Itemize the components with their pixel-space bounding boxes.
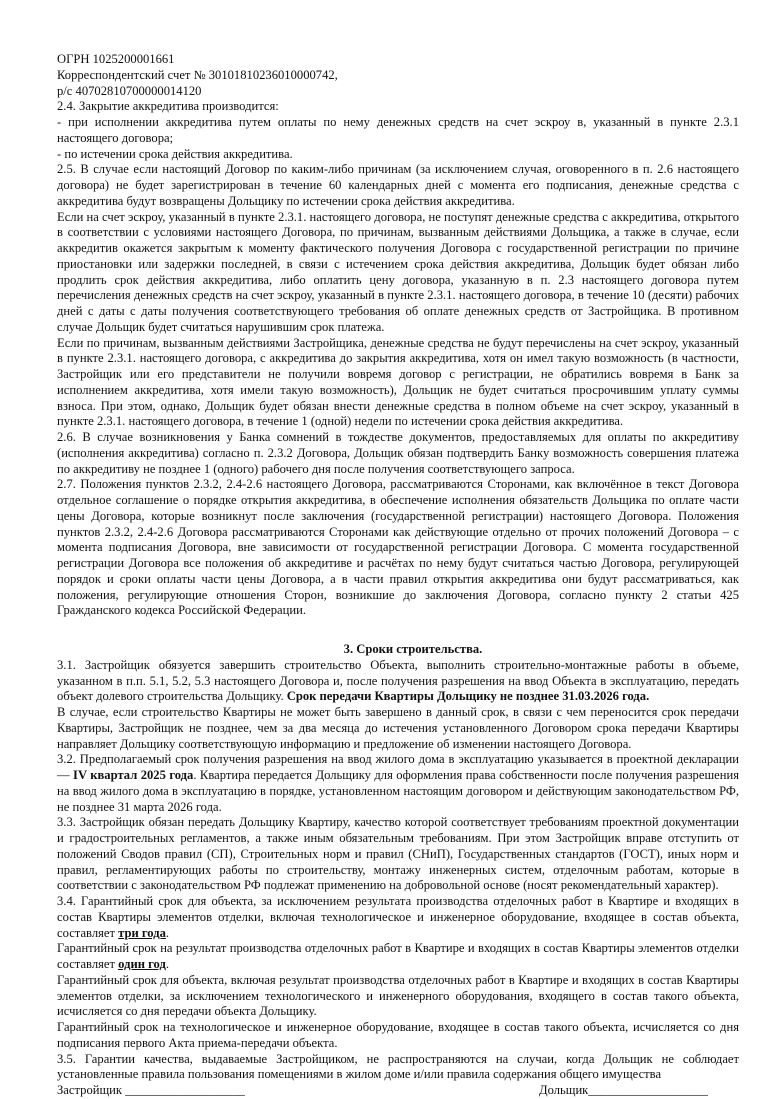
developer-signature: Застройщик ___________________ [57, 1083, 245, 1097]
clause-3-1-text: 3.1. Застройщик обязуется завершить строительство Объекта, выполнить строительно-монтажные работы в объеме, указанном в п.п. 5.1, 5.2, 5.3 настоящего Договора и, после получения разрешения на ввод Объекта в эксплуатацию, передать объект долевого строительства Дольщику. [57, 657, 739, 704]
period: . [165, 957, 169, 971]
clause-3-5: 3.5. Гарантии качества, выдаваемые Застройщиком, не распространяются на случаи, когда Дольщик не соблюдает установленные правила пользования помещениями в жилом доме и/или правила содержания общего имущества [57, 1051, 739, 1082]
clause-3-4-para-2 [57, 941, 739, 973]
clause-3-4-finish-text: Гарантийный срок на результат производства отделочных работ в Квартире и входящих в состав Квартиры элементов отделки составляет [57, 941, 739, 971]
clause-2-7: 2.7. Положения пунктов 2.3.2, 2.4-2.6 настоящего Договора, рассматриваются Сторонами, как включённое в текст Договора отдельное соглашение о порядке открытия аккредитива, в обеспечение исполнения обязательств Дольщика по оплате части цены Договора, которые возникнут после заключения (государственной регистрации) настоящего Договора. Положения пунктов 2.3.2, 2.4-2.6 Договора рассматриваются Сторонами как действующие отдельно от прочих положений Договора – с момента подписания Договора, вне зависимости от государственной регистрации Договора. С момента государственной регистрации Договора все положения об аккредитиве и расчётах по нему будут считаться частью Договора, регулирующей порядок и сроки оплаты части цены Договора, а в части правил открытия аккредитива они будут рассматриваться, как положения, регулирующие отношения Сторон, возникшие до заключения Договора, согласно пункту 2 статьи 425 Гражданского кодекса Российской Федерации. [57, 477, 739, 618]
clause-3-3: 3.3. Застройщик обязан передать Дольщику Квартиру, качество которой соответствует требованиям проектной документации и градостроительных регламентов, а также иным обязательным требованиям. При этом Застройщик вправе отступить от положений Сводов правил (СП), Строительных норм и правил (СНиП), Государственных стандартов (ГОСТ), иных норм и правил, регламентирующих работы по строительству, монтажу инженерных систем, отделочным работам, которые в соответствии с законодательством РФ подлежат применению на добровольной основе (носят рекомендательный характер). [57, 815, 739, 893]
clause-3-2-text-b: . Квартира передается Дольщику для оформления права собственности после получения разрешения на ввод жилого дома в эксплуатацию в порядке, установленном настоящим договором и действующим законодательством РФ, не позднее 31 марта 2026 года. [57, 768, 740, 814]
clause-3-4-text: 3.4. Гарантийный срок для объекта, за исключением результата производства отделочных работ в Квартире и входящих в состав Квартиры элементов отделки, включая технологическое и инженерное оборудование, входящее в состав объекта, составляет [57, 894, 739, 940]
clause-3-1-deadline: Срок передачи Квартиры Дольщику не позднее 31.03.2026 года. [286, 689, 650, 704]
settlement-account-line: р/с 40702810700000014120 [57, 83, 202, 98]
clause-3-2 [57, 752, 739, 815]
clause-2-5-para-3: Если по причинам, вызванным действиями Застройщика, денежные средства не будут перечислены на счет эскроу, указанный в пункте 2.3.1. настоящего договора, с аккредитива до закрытия аккредитива, хотя он имел такую возможность (в частности, Застройщик или его представители не получили вовремя договор с регистрации, не обратились вовремя в Банк за исполнением аккредитива, хотя имели такую возможность), Дольщик не будет считаться просрочившим уплату суммы взноса. При этом, однако, Дольщик будет обязан внести денежные средства в полном объеме на счет эскроу, указанный в пункте 2.3.1. настоящего договора, в течение 1 (одной) недели по истечении срока действия аккредитива. [57, 335, 739, 429]
clause-3-4-term: три года [118, 925, 166, 940]
clause-2-5-para-2: Если на счет эскроу, указанный в пункте 2.3.1. настоящего договора, не поступят денежные средства с аккредитива, открытого в соответствии с условиями настоящего Договора, по причинам, вызванным действиями Дольщика, а также в случае, если аккредитив окажется закрытым к моменту фактического получения Договора с государственной регистрации по причине приостановки или задержки последней, в связи с истечением срока действия аккредитива, Дольщик будет обязан либо продлить срок действия аккредитива, либо оплатить цену договора, указанную в п. 2.3 настоящего договора путем перечисления денежных средств на счет эскроу, указанный в пункте 2.3.1. настоящего договора, в течение 10 (десяти) рабочих дней с даты с даты получения соответствующего требования об оплате денежных средств от Застройщика. В противном случае Дольщик будет считаться нарушившим срок платежа. [57, 209, 739, 334]
clause-3-4-para-4: Гарантийный срок на технологическое и инженерное оборудование, входящее в состав такого объекта, исчисляется со дня подписания первого Акта приема-передачи объекта. [57, 1020, 739, 1050]
clause-2-4: 2.4. Закрытие аккредитива производится: [57, 99, 279, 114]
clause-2-4-item-2: - по истечении срока действия аккредитива. [57, 146, 293, 161]
clause-3-4-finish-term: один год [118, 957, 166, 971]
clause-3-4-para-3: Гарантийный срок для объекта, включая результат производства отделочных работ в Квартире и входящих в состав Квартиры элементов отделки, за исключением технологического и инженерного оборудования, входящего в состав такого объекта, исчисляется со дня передачи объекта Дольщику. [57, 972, 739, 1019]
corr-account-line: Корреспондентский счет № 30101810236010000742, [57, 67, 338, 82]
clause-3-2-quarter: IV квартал 2025 года [73, 768, 194, 782]
clause-2-4-item-1: - при исполнении аккредитива путем оплаты по нему денежных средств на счет эскроу в, указанный в пункте 2.3.1 настоящего договора; [57, 115, 739, 145]
clause-3-2-text-a: 3.2. Предполагаемый срок получения разрешения на ввод жилого дома в эксплуатацию указывается в проектной декларации — [57, 752, 739, 782]
clause-3-4 [57, 894, 739, 941]
period: . [165, 925, 170, 940]
section-3-title: 3. Сроки строительства. [343, 642, 483, 656]
clause-3-1-para-2: В случае, если строительство Квартиры не может быть завершено в данный срок, в связи с чем переносится срок передачи Квартиры, Застройщик не позднее, чем за два месяца до истечения установленного Договором срока передачи Квартиры направляет Дольщику соответствующую информацию и предложение об изменении настоящего Договора. [57, 705, 739, 751]
signature-row [57, 1083, 739, 1099]
clause-3-1 [57, 658, 739, 705]
ogrn-line: ОГРН 1025200001661 [57, 52, 175, 66]
document-page [57, 52, 739, 1099]
clause-2-5: 2.5. В случае если настоящий Договор по каким-либо причинам (за исключением случая, оговоренного в п. 2.6 настоящего договора) не будет зарегистрирован в течение 60 календарных дней с момента его подписания, денежные средства с аккредитива будут возвращены Дольщику по истечении срока действия аккредитива. [57, 162, 739, 208]
shareholder-signature: Дольщик___________________ [539, 1083, 708, 1097]
clause-2-6: 2.6. В случае возникновения у Банка сомнений в тождестве документов, предоставляемых для оплаты по аккредитиву (исполнения аккредитива) согласно п. 2.3.2 Договора, Дольщик обязан подтвердить Банку возможность совершения платежа по аккредитиву не позднее 1 (одного) рабочего дня после получения соответствующего запроса. [57, 430, 739, 476]
